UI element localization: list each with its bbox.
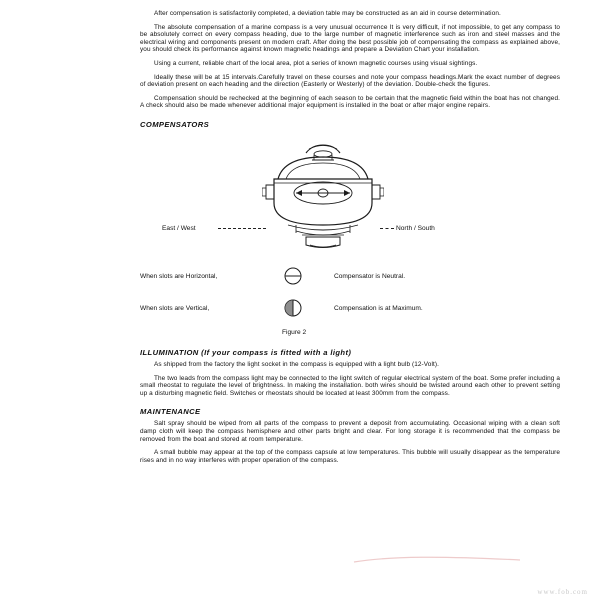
label-slots-horizontal: When slots are Horizontal, bbox=[140, 272, 218, 280]
paragraph: Salt spray should be wiped from all parts of the compass to prevent a deposit from accumulating. Occasional wiping with a clean soft damp cloth will keep the compass hemisphere and other parts bright and clear. For long storage it is recommended that the compass be removed from the boat and stored at room temperature. bbox=[140, 420, 560, 443]
figure-compensators bbox=[140, 133, 560, 338]
figure-caption: Figure 2 bbox=[282, 328, 307, 336]
label-north-south: North / South bbox=[396, 224, 435, 232]
label-compensation-maximum: Compensation is at Maximum. bbox=[334, 304, 423, 312]
label-compensator-neutral: Compensator is Neutral. bbox=[334, 272, 406, 280]
paragraph: After compensation is satisfactorily completed, a deviation table may be constructed as an aid in course determination. bbox=[154, 10, 501, 17]
paragraph: The absolute compensation of a marine compass is a very unusual occurrence It is very difficult, if not impossible, to get any compass to be absolutely correct on every compass heading, due to the large number of magnetic interference such as iron and steel masses and the electrical wiring and components present on modern craft. After doing the best possible job of compensating the compass as explained above, you should check its performance against known magnetic headings and prepare a Deviation Chart your installation. bbox=[140, 23, 560, 54]
section-heading-illumination: ILLUMINATION (If your compass is fitted with a light) bbox=[140, 347, 352, 357]
pointer-line-north-south bbox=[380, 228, 394, 229]
compensator-maximum-icon bbox=[284, 299, 302, 317]
section-heading-maintenance: MAINTENANCE bbox=[140, 407, 201, 417]
paragraph: The two leads from the compass light may be connected to the light switch of regular electrical system of the boat. Some prefer including a small rheostat to regulate the level of brightness. In making the installation. both wires should be twisted around each other to prevent setting up a disturbing magnetic field. Switches or rheostats should be located at least 300mm from the compass. bbox=[140, 374, 560, 397]
paragraph: Using a current, reliable chart of the local area, plot a series of known magnetic courses using visual sightings. bbox=[154, 59, 478, 67]
section-heading-compensators: COMPENSATORS bbox=[140, 119, 210, 129]
label-slots-vertical: When slots are Vertical, bbox=[140, 304, 210, 312]
label-east-west: East / West bbox=[162, 224, 196, 232]
paragraph: Ideally these will be at 15 intervals.Carefully travel on these courses and note your compass headings.Mark the exact number of degrees of deviation present on each heading and the direction (Easterly or Westerly) of the deviation. Double-check the figures. bbox=[140, 73, 560, 89]
paragraph: As shipped from the factory the light socket in the compass is equipped with a light bulb (12-Volt). bbox=[154, 360, 439, 368]
pointer-line-east-west bbox=[218, 228, 266, 229]
compensator-neutral-icon bbox=[284, 267, 302, 285]
watermark-text: www.fob.com bbox=[537, 588, 588, 596]
paragraph: Compensation should be rechecked at the beginning of each season to be certain that the magnetic field within the boat has not changed. A check should also be made whenever additional major equipment is installed in the boat or after major engine repairs. bbox=[140, 94, 560, 110]
paragraph: A small bubble may appear at the top of the compass capsule at low temperatures. This bubble will usually disappear as the temperature rises and in no way interferes with proper operation of the compass. bbox=[140, 449, 560, 464]
compass-illustration bbox=[262, 139, 384, 251]
